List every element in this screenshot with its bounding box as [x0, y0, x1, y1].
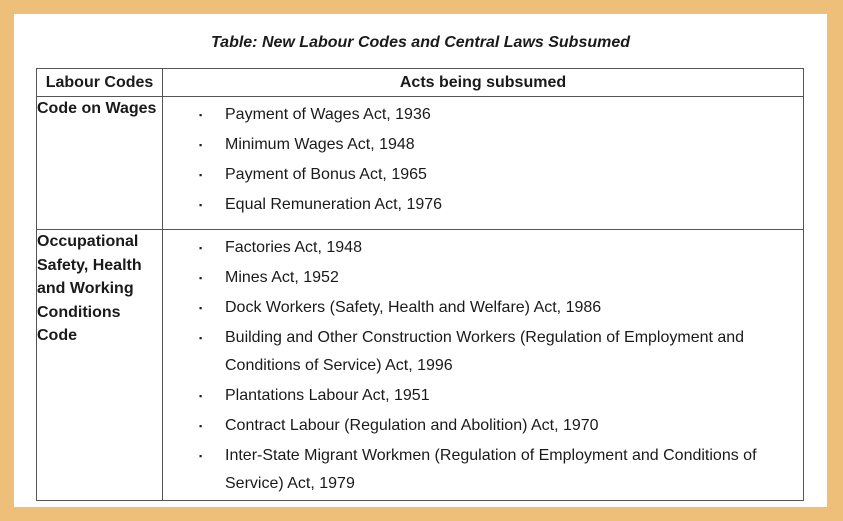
table-header-row	[37, 69, 804, 97]
acts-cell	[163, 230, 804, 501]
code-name-osh: Occupational Safety, Health and Working Conditions Code	[37, 230, 163, 501]
table-row	[37, 97, 804, 230]
list-item: ▪ Inter-State Migrant Workmen (Regulation of Employment and Conditions of Service) Act, 1979	[199, 442, 797, 498]
list-item: ▪ Plantations Labour Act, 1951	[199, 382, 797, 410]
document-page	[14, 14, 827, 507]
list-item: ▪ Payment of Bonus Act, 1965	[199, 161, 797, 189]
list-item: ▪ Minimum Wages Act, 1948	[199, 131, 797, 159]
acts-list	[163, 97, 803, 219]
header-labour-codes: Labour Codes	[37, 69, 163, 97]
list-item: ▪ Building and Other Construction Workers (Regulation of Employment and Conditions of Service) Act, 1996	[199, 324, 797, 380]
list-item: ▪ Dock Workers (Safety, Health and Welfare) Act, 1986	[199, 294, 797, 322]
code-name-wages: Code on Wages	[37, 97, 163, 230]
list-item: ▪ Payment of Wages Act, 1936	[199, 101, 797, 129]
list-item: ▪ Mines Act, 1952	[199, 264, 797, 292]
table-row	[37, 230, 804, 501]
list-item: ▪ Factories Act, 1948	[199, 234, 797, 262]
header-acts-subsumed: Acts being subsumed	[163, 69, 804, 97]
list-item: ▪ Equal Remuneration Act, 1976	[199, 191, 797, 219]
labour-codes-table	[36, 68, 804, 501]
acts-list	[163, 230, 803, 498]
acts-cell	[163, 97, 804, 230]
table-title: Table: New Labour Codes and Central Laws Subsumed	[210, 34, 631, 51]
list-item: ▪ Contract Labour (Regulation and Abolition) Act, 1970	[199, 412, 797, 440]
